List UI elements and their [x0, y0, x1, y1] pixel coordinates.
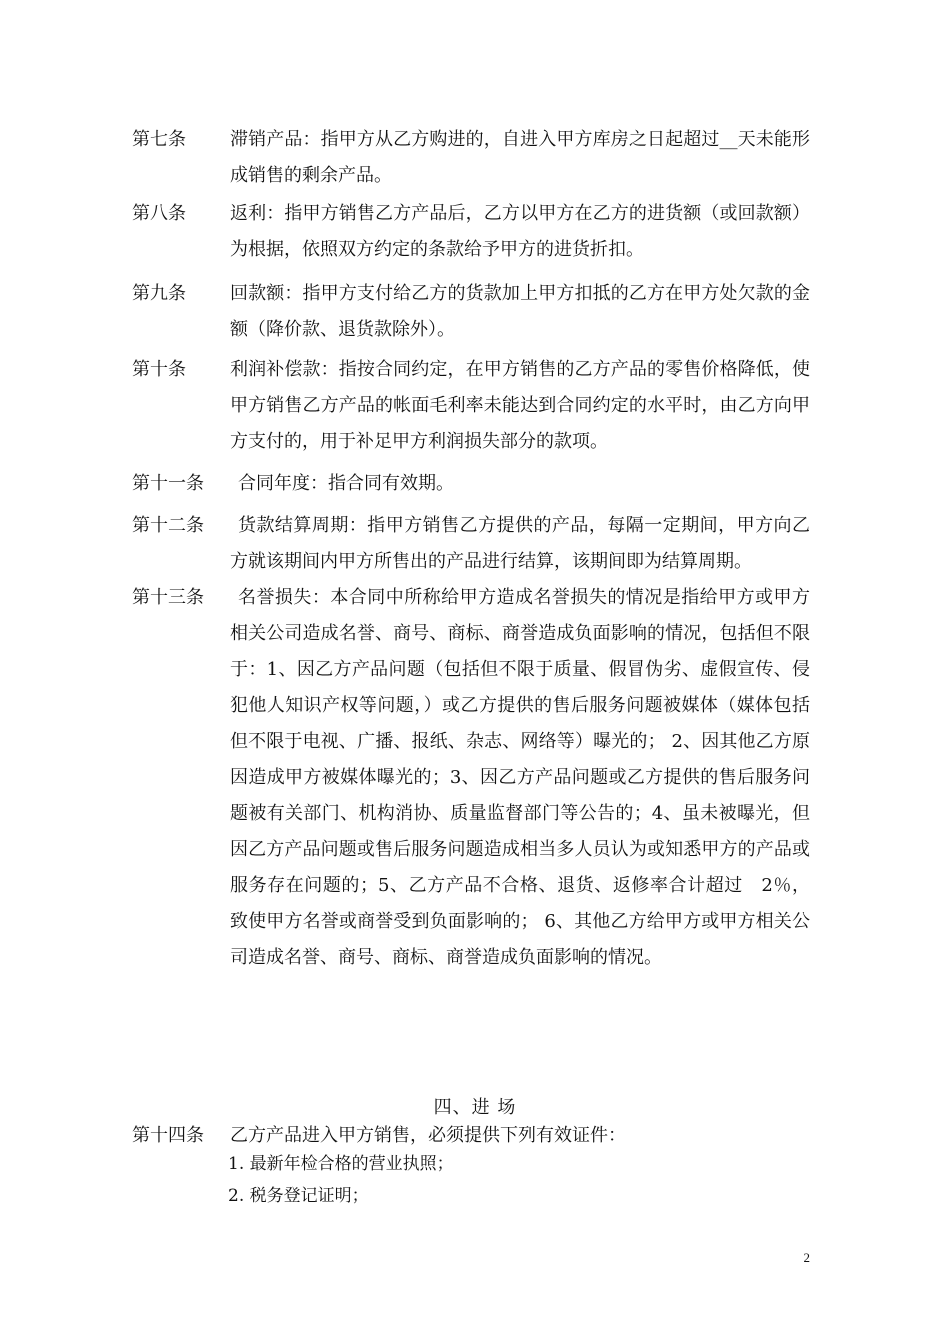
article-text: 滞销产品：指甲方从乙方购进的，自进入甲方库房之日起超过__天未能形成销售的剩余产品。 [230, 129, 810, 186]
article-text: 名誉损失：本合同中所称给甲方造成名誉损失的情况是指给甲方或甲方相关公司造成名誉、商号、商标、商誉造成负面影响的情况，包括但不限于：1、因乙方产品问题（包括但不限于质量、假冒伪劣、虚假宣传、侵犯他人知识产权等问题，）或乙方提供的售后服务问题被媒体（媒体包括但不限于电视、广播、报纸、杂志、网络等）曝光的； 2、因其他乙方原因造成甲方被媒体曝光的；3、因乙方产品问题或乙方提供的售后服务问题被有关部门、机构消协、质量监督部门等公告的；4、虽未被曝光，但因乙方产品问题或售后服务问题造成相当多人员认为或知悉甲方的产品或服务存在问题的；5、乙方产品不合格、退货、返修率合计超过 2％，致使甲方名誉或商誉受到负面影响的； 6、其他乙方给甲方或甲方相关公司造成名誉、商号、商标、商誉造成负面影响的情况。 [230, 587, 810, 968]
page-number: 2 [803, 1250, 810, 1265]
article-text: 乙方产品进入甲方销售，必须提供下列有效证件： [230, 1125, 626, 1146]
article-number: 第八条 [132, 203, 186, 224]
article-number: 第十一条 [132, 473, 204, 494]
list-item: 2. 税务登记证明； [228, 1186, 369, 1206]
article-number: 第十四条 [132, 1125, 204, 1146]
article-text: 货款结算周期：指甲方销售乙方提供的产品，每隔一定期间，甲方向乙方就该期间内甲方所售出的产品进行结算，该期间即为结算周期。 [230, 515, 810, 572]
section-heading: 四、进 场 [433, 1097, 517, 1118]
article-number: 第十三条 [132, 587, 204, 608]
article-text: 回款额：指甲方支付给乙方的货款加上甲方扣抵的乙方在甲方处欠款的金额（降价款、退货款除外）。 [230, 283, 810, 340]
article-text: 返利：指甲方销售乙方产品后，乙方以甲方在乙方的进货额（或回款额）为根据，依照双方约定的条款给予甲方的进货折扣。 [230, 203, 810, 260]
article-number: 第十二条 [132, 515, 204, 536]
list-item: 1. 最新年检合格的营业执照； [228, 1154, 454, 1174]
article-text: 合同年度：指合同有效期。 [238, 473, 454, 494]
article-text: 利润补偿款：指按合同约定，在甲方销售的乙方产品的零售价格降低，使甲方销售乙方产品的帐面毛利率未能达到合同约定的水平时，由乙方向甲方支付的，用于补足甲方利润损失部分的款项。 [230, 359, 810, 452]
article-number: 第七条 [132, 129, 186, 150]
article-number: 第十条 [132, 359, 186, 380]
article-number: 第九条 [132, 283, 186, 304]
